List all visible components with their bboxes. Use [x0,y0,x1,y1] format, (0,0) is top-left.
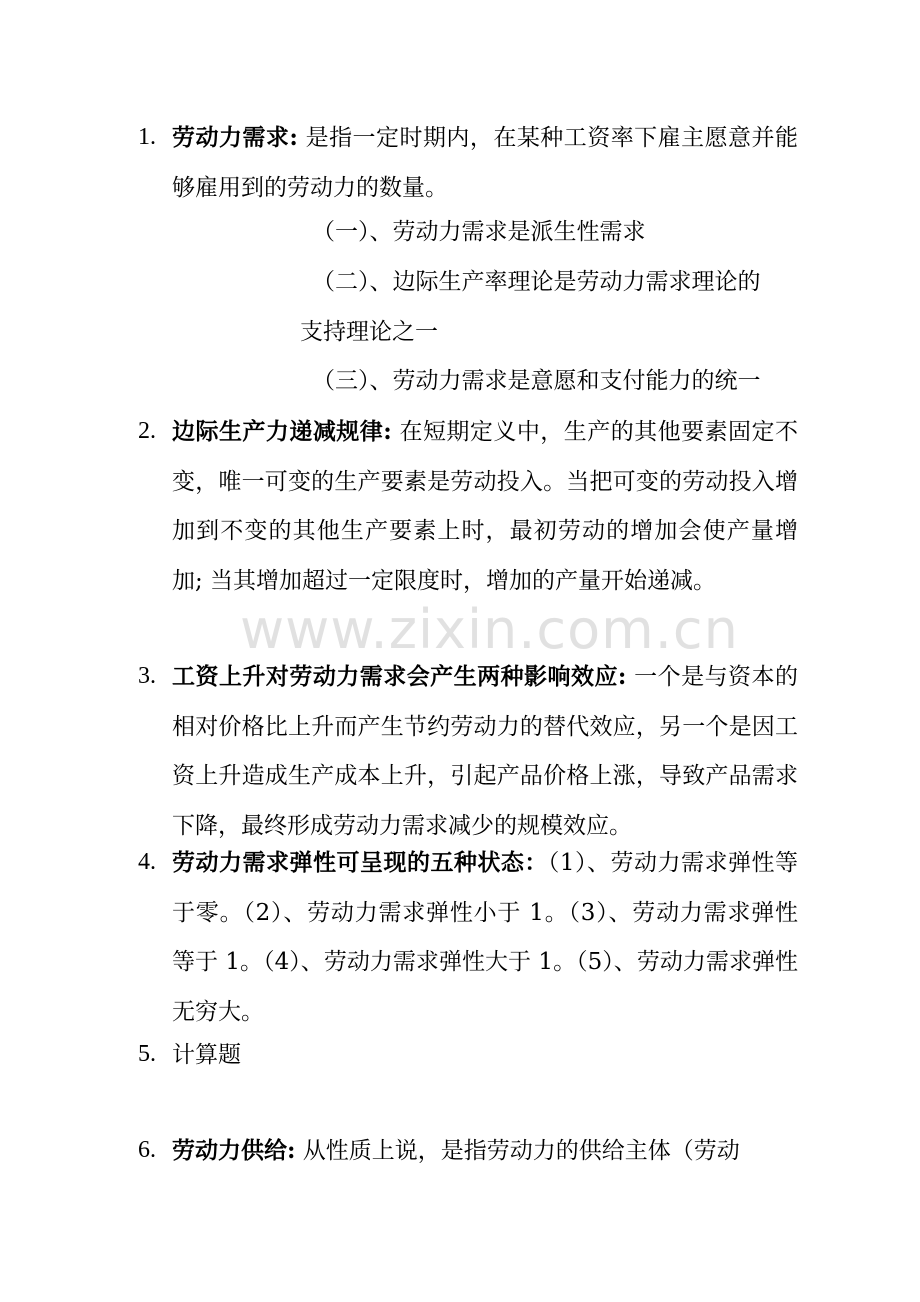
item-body [172,1126,798,1177]
item-text: 计算题 [172,1042,241,1068]
subitem-2 [300,258,780,357]
list-item-5 [138,1030,798,1081]
item-term: 工资上升对劳动力需求会产生两种影响效应: [172,663,627,690]
subitem-2-text: （二）、边际生产率理论是劳动力需求理论的支持理论之一 [300,269,761,345]
list-item-4 [138,838,798,1037]
item-number: 6. [138,1137,156,1163]
item-body [172,113,798,213]
item-term: 劳动力供给: [172,1137,296,1164]
subitem-1: （一）、劳动力需求是派生性需求 [312,219,646,245]
list-item-2 [138,407,798,606]
subitem-3: （三）、劳动力需求是意愿和支付能力的统一 [312,368,761,394]
item-number: 4. [138,849,156,875]
item-body [172,838,798,1037]
item-number: 3. [138,663,156,689]
item-text: （1）、劳动力需求弹性等于零。（2）、劳动力需求弹性小于 1。（3）、劳动力需求弹性等于 1。（4）、劳动力需求弹性大于 1。（5）、劳动力需求弹性无穷大。 [172,850,798,1025]
item-term: 边际生产力递减规律: [172,418,392,445]
item-text: 在短期定义中，生产的其他要素固定不变，唯一可变的生产要素是劳动投入。当把可变的劳动投入增加到不变的其他生产要素上时，最初劳动的增加会使产量增加; 当其增加超过一定限度时，增加的产量开始递减。 [172,419,798,594]
item-body [172,652,798,851]
item-number: 5. [138,1041,156,1067]
item-body [172,407,798,606]
watermark: www.zixin.com.cn [240,598,739,661]
item-text: 一个是与资本的相对价格比上升而产生节约劳动力的替代效应，另一个是因工资上升造成生产成本上升，引起产品价格上涨，导致产品需求下降，最终形成劳动力需求减少的规模效应。 [172,664,798,839]
item-term: 劳动力需求: [172,124,298,151]
item-text: 从性质上说，是指劳动力的供给主体（劳动 [295,1138,740,1164]
item-number: 2. [138,418,156,444]
item-number: 1. [138,124,156,150]
item-term: 劳动力需求弹性可呈现的五种状态： [172,849,548,876]
list-item-6 [138,1126,798,1177]
list-item-1 [138,113,798,213]
item-body [172,1030,798,1081]
item-text: 是指一定时期内，在某种工资率下雇主愿意并能够雇用到的劳动力的数量。 [172,125,798,201]
list-item-3 [138,652,798,851]
